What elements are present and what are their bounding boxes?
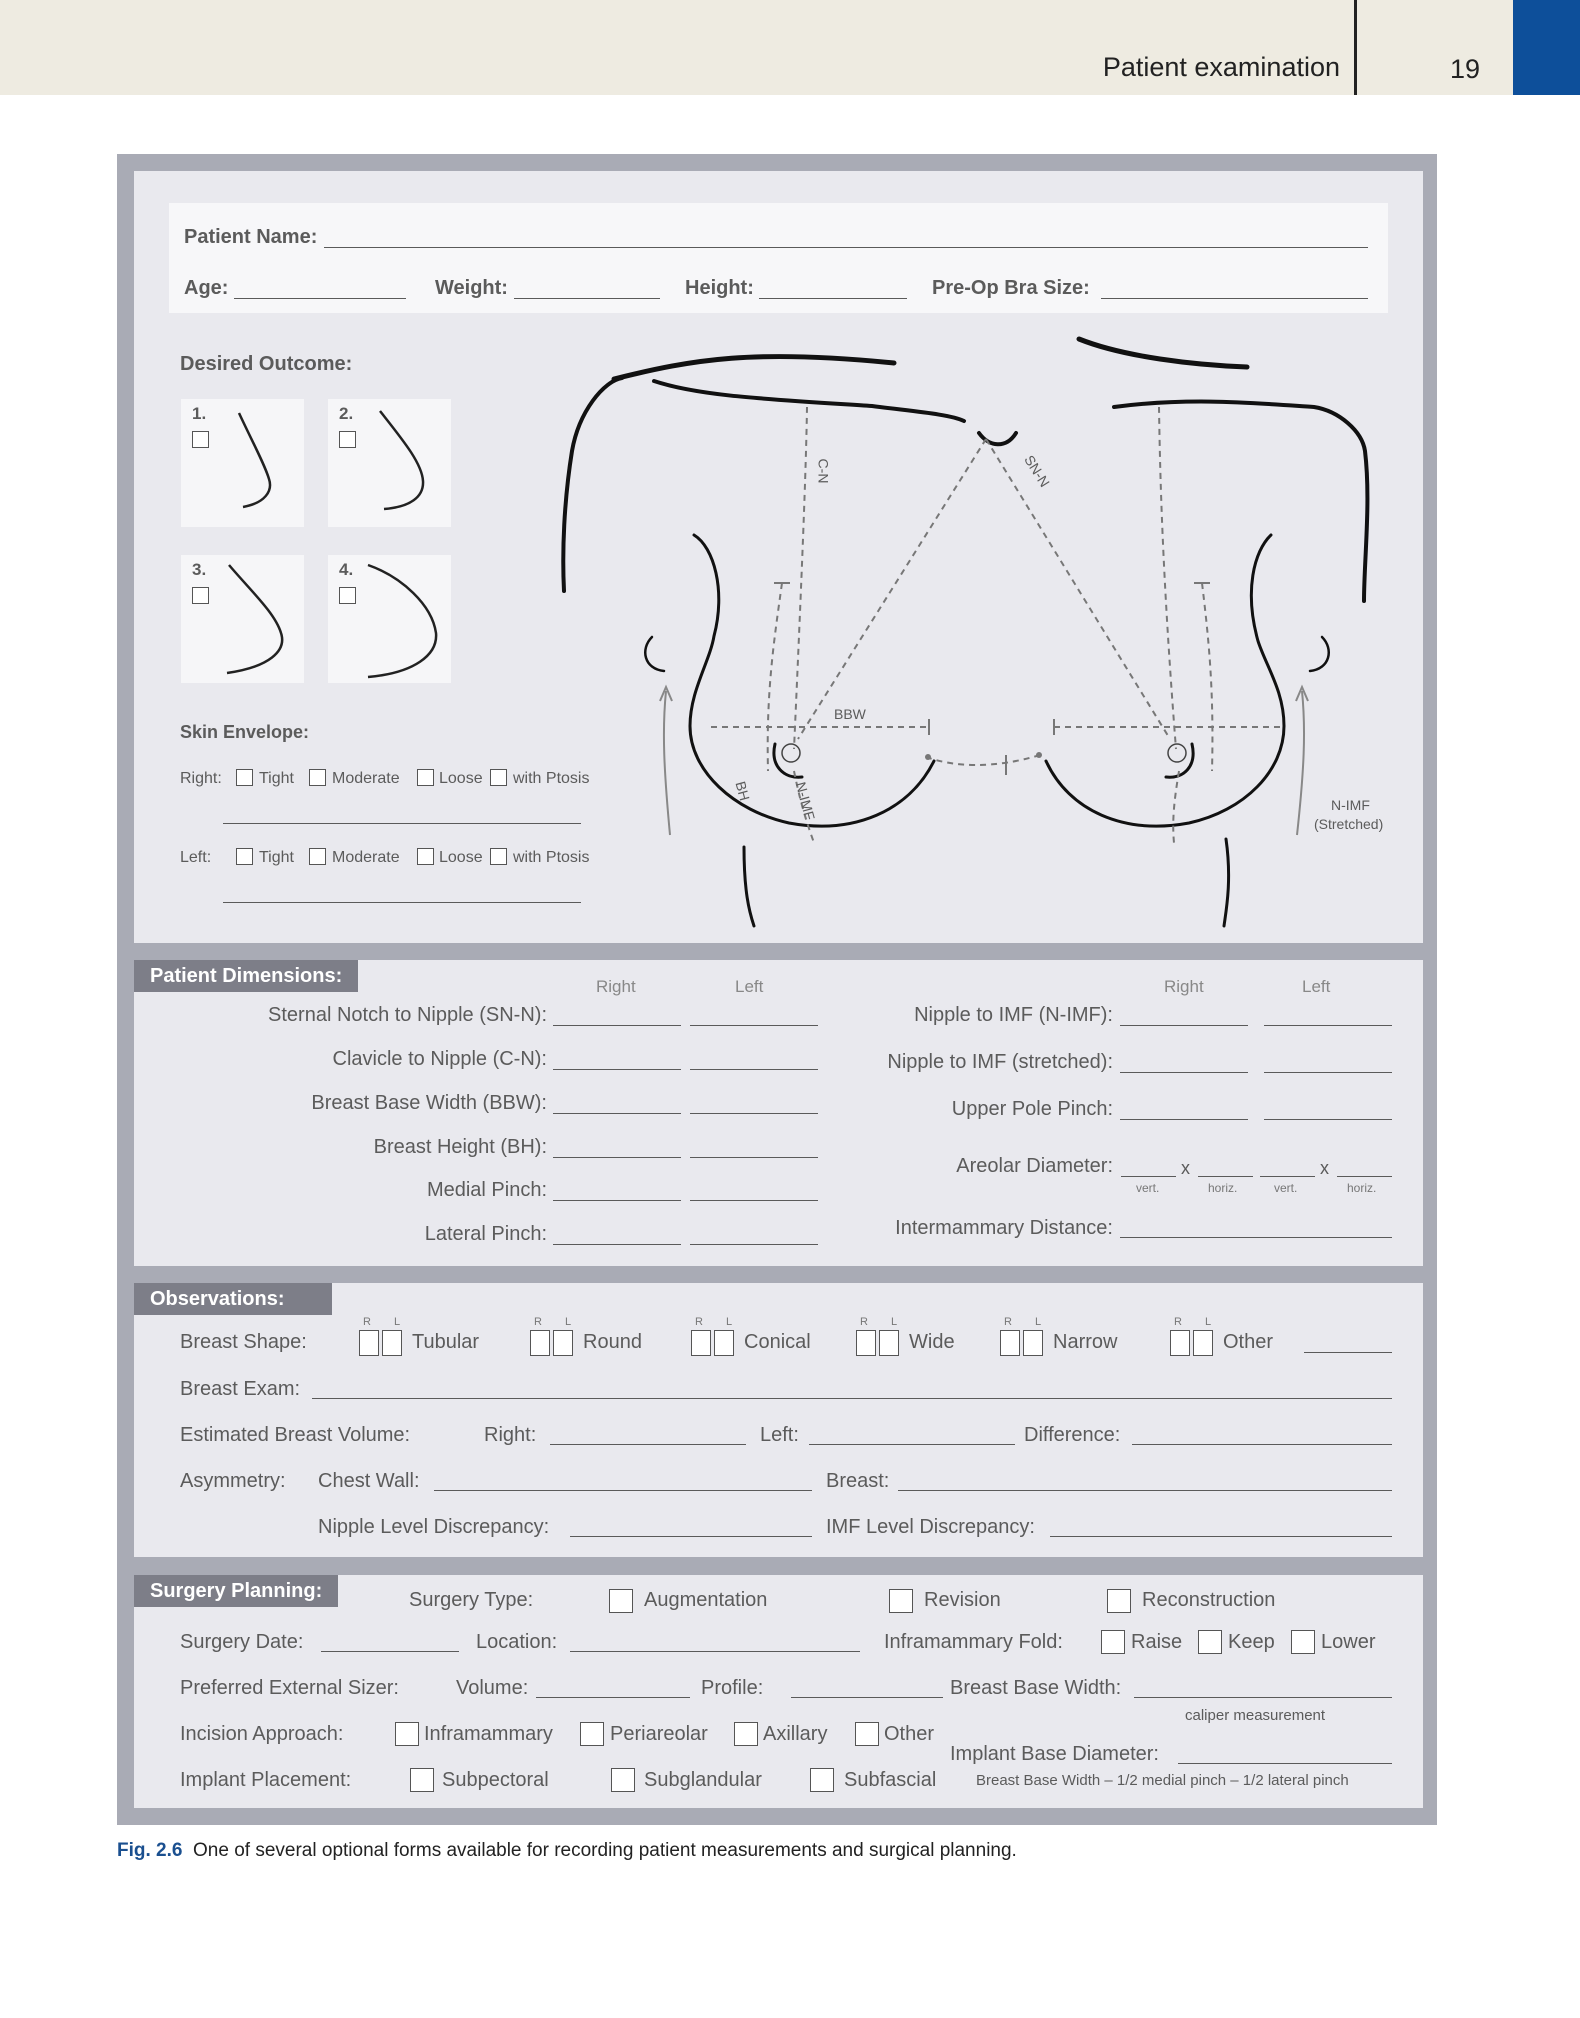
horiz-caption: horiz. <box>1347 1181 1377 1195</box>
observations-title: Observations: <box>134 1283 332 1315</box>
shape-option-label: Round <box>583 1331 642 1353</box>
skin-right-label: Right: <box>180 770 222 787</box>
shape-option-label: Wide <box>909 1331 955 1353</box>
shape-option-label: Conical <box>744 1331 811 1353</box>
incision-periareolar-checkbox[interactable] <box>580 1722 604 1746</box>
horiz-caption: horiz. <box>1208 1181 1238 1195</box>
difference-field[interactable] <box>1132 1444 1392 1445</box>
col-right-header: Right <box>596 977 636 996</box>
outcome-number: 2. <box>339 404 354 423</box>
difference-label: Difference: <box>1024 1424 1121 1446</box>
rl-caption: R L <box>1004 1316 1052 1328</box>
shape-option-label: Other <box>1223 1331 1274 1353</box>
incision-other-checkbox[interactable] <box>855 1722 879 1746</box>
shape-left-checkbox[interactable] <box>714 1330 734 1356</box>
outcome-number: 1. <box>192 404 207 423</box>
asym-breast-label: Breast: <box>826 1470 890 1492</box>
col-right-header: Right <box>1164 977 1204 996</box>
sizer-volume-field[interactable] <box>536 1697 690 1698</box>
skin-option-label: Moderate <box>332 849 400 866</box>
times-sign: x <box>1181 1158 1190 1178</box>
rl-caption: R L <box>363 1316 411 1328</box>
figure-caption-text: One of several optional forms available for recording patient measurements and surgical planning. <box>193 1840 1017 1861</box>
figure-caption <box>117 1840 1017 1862</box>
breast-exam-label: Breast Exam: <box>180 1378 301 1400</box>
surgery-date-field[interactable] <box>321 1651 459 1652</box>
dimension-right-field[interactable] <box>1120 1119 1248 1120</box>
volume-left-label: Left: <box>760 1424 799 1446</box>
volume-label: Estimated Breast Volume: <box>180 1424 411 1446</box>
nimf-stretched-label: N-IMF <box>1331 797 1370 813</box>
augmentation-label: Augmentation <box>644 1589 768 1611</box>
age-label: Age: <box>184 277 229 299</box>
incision-option-label: Other <box>884 1723 935 1745</box>
shape-option-label: Narrow <box>1053 1331 1118 1353</box>
cn-label: C-N <box>815 458 832 484</box>
incision-option-label: Periareolar <box>610 1723 708 1745</box>
incision-option-label: Inframammary <box>424 1723 553 1745</box>
skin-option-label: Loose <box>439 849 483 866</box>
dimension-right-field[interactable] <box>553 1025 681 1026</box>
sizer-profile-label: Profile: <box>701 1677 764 1699</box>
reconstruction-checkbox[interactable] <box>1107 1589 1131 1613</box>
skin-option-label: with Ptosis <box>513 770 590 787</box>
breast-base-width-field[interactable] <box>1134 1697 1392 1698</box>
caliper-caption: caliper measurement <box>1185 1707 1326 1724</box>
rl-caption: R L <box>534 1316 582 1328</box>
shape-left-checkbox[interactable] <box>553 1330 573 1356</box>
dimension-label: Sternal Notch to Nipple (SN-N): <box>268 1004 547 1026</box>
imf-discrepancy-field[interactable] <box>1050 1536 1392 1537</box>
vert-caption: vert. <box>1136 1181 1160 1195</box>
surgery-planning-title: Surgery Planning: <box>134 1575 338 1607</box>
areolar-diameter-label: Areolar Diameter: <box>956 1155 1113 1177</box>
placement-option-label: Subglandular <box>644 1769 762 1791</box>
shape-option-label: Tubular <box>412 1331 480 1353</box>
asymmetry-label: Asymmetry: <box>180 1470 286 1492</box>
weight-label: Weight: <box>435 277 508 299</box>
running-title: Patient examination <box>1102 52 1340 82</box>
inframammary-fold-label: Inframammary Fold: <box>884 1631 1063 1653</box>
skin-option-label: Tight <box>259 849 294 866</box>
dimension-label: Breast Base Width (BBW): <box>311 1092 547 1114</box>
areolar-right-vert-field[interactable] <box>1121 1176 1176 1177</box>
dimension-left-field[interactable] <box>1264 1072 1392 1073</box>
shape-right-checkbox[interactable] <box>691 1330 711 1356</box>
height-label: Height: <box>685 277 754 299</box>
nipple-discrepancy-label: Nipple Level Discrepancy: <box>318 1516 550 1538</box>
figure-number: Fig. 2.6 <box>117 1840 183 1861</box>
dimension-right-field[interactable] <box>553 1113 681 1114</box>
implant-base-diameter-field[interactable] <box>1178 1763 1392 1764</box>
shape-left-checkbox[interactable] <box>382 1330 402 1356</box>
dimension-left-field[interactable] <box>690 1157 818 1158</box>
dimension-left-field[interactable] <box>690 1200 818 1201</box>
dimension-left-field[interactable] <box>1264 1025 1392 1026</box>
intermammary-field[interactable] <box>1120 1237 1392 1238</box>
dimension-right-field[interactable] <box>1120 1025 1248 1026</box>
surgery-type-label: Surgery Type: <box>409 1589 534 1611</box>
fold-keep-label: Keep <box>1228 1631 1275 1653</box>
snn-label: SN-N <box>1021 452 1053 490</box>
skin-option-label: Moderate <box>332 770 400 787</box>
areolar-left-horiz-field[interactable] <box>1337 1176 1392 1177</box>
shape-left-checkbox[interactable] <box>879 1330 899 1356</box>
running-header-bar <box>0 0 1580 95</box>
breast-shape-label: Breast Shape: <box>180 1331 307 1353</box>
header-divider <box>1354 0 1357 95</box>
dimension-label: Clavicle to Nipple (C-N): <box>332 1048 547 1070</box>
revision-checkbox[interactable] <box>889 1589 913 1613</box>
form-top-section <box>134 171 1423 943</box>
incision-axillary-checkbox[interactable] <box>734 1722 758 1746</box>
fold-lower-checkbox[interactable] <box>1291 1630 1315 1654</box>
times-sign: x <box>1320 1158 1329 1178</box>
dimension-left-field[interactable] <box>690 1025 818 1026</box>
patient-name-label: Patient Name: <box>184 226 318 248</box>
dimension-left-field[interactable] <box>690 1244 818 1245</box>
volume-right-field[interactable] <box>550 1444 746 1445</box>
surgery-date-label: Surgery Date: <box>180 1631 304 1653</box>
shape-other-field[interactable] <box>1304 1352 1392 1353</box>
bra-size-label: Pre-Op Bra Size: <box>932 277 1090 299</box>
fold-raise-checkbox[interactable] <box>1101 1630 1125 1654</box>
dimension-label: Upper Pole Pinch: <box>951 1098 1113 1120</box>
fold-lower-label: Lower <box>1321 1631 1376 1653</box>
base-width-formula: Breast Base Width – 1/2 medial pinch – 1/2 lateral pinch <box>976 1772 1349 1789</box>
chapter-tab <box>1513 0 1580 95</box>
page-number: 19 <box>1450 54 1481 84</box>
dimension-right-field[interactable] <box>553 1200 681 1201</box>
shape-right-checkbox[interactable] <box>530 1330 550 1356</box>
breast-base-width-label: Breast Base Width: <box>950 1677 1122 1699</box>
chest-wall-label: Chest Wall: <box>318 1470 420 1492</box>
bbw-label: BBW <box>834 706 866 722</box>
dimension-right-field[interactable] <box>1120 1072 1248 1073</box>
location-field[interactable] <box>570 1651 860 1652</box>
stretched-label: (Stretched) <box>1314 816 1384 832</box>
nipple-discrepancy-field[interactable] <box>570 1536 812 1537</box>
placement-subpectoral-checkbox[interactable] <box>410 1768 434 1792</box>
rl-caption: R L <box>860 1316 908 1328</box>
patient-dimensions-title: Patient Dimensions: <box>134 960 358 992</box>
skin-left-label: Left: <box>180 849 212 866</box>
areolar-left-vert-field[interactable] <box>1260 1176 1315 1177</box>
location-label: Location: <box>476 1631 558 1653</box>
dimension-label: Nipple to IMF (N-IMF): <box>914 1004 1113 1026</box>
outcome-number: 4. <box>339 560 354 579</box>
col-left-header: Left <box>1302 977 1331 996</box>
observations-section <box>134 1283 1423 1557</box>
shape-right-checkbox[interactable] <box>1170 1330 1190 1356</box>
dimension-left-field[interactable] <box>1264 1119 1392 1120</box>
reconstruction-label: Reconstruction <box>1142 1589 1276 1611</box>
placement-option-label: Subfascial <box>844 1769 937 1791</box>
asym-breast-field[interactable] <box>898 1490 1392 1491</box>
placement-subfascial-checkbox[interactable] <box>810 1768 834 1792</box>
desired-outcome-title: Desired Outcome: <box>180 353 353 375</box>
dimension-label: Lateral Pinch: <box>424 1223 547 1245</box>
dimension-label: Breast Height (BH): <box>373 1136 547 1158</box>
implant-base-diameter-label: Implant Base Diameter: <box>950 1743 1159 1765</box>
torso-measurement-diagram <box>134 171 1423 943</box>
dimension-left-field[interactable] <box>690 1069 818 1070</box>
volume-right-label: Right: <box>484 1424 537 1446</box>
skin-option-label: Loose <box>439 770 483 787</box>
breast-exam-field[interactable] <box>312 1398 1392 1399</box>
nimf-label: N-IMF <box>792 780 819 822</box>
dimension-left-field[interactable] <box>690 1113 818 1114</box>
incision-approach-label: Incision Approach: <box>180 1723 344 1745</box>
placement-option-label: Subpectoral <box>442 1769 549 1791</box>
fold-keep-checkbox[interactable] <box>1198 1630 1222 1654</box>
placement-subglandular-checkbox[interactable] <box>611 1768 635 1792</box>
dimension-right-field[interactable] <box>553 1069 681 1070</box>
shape-left-checkbox[interactable] <box>1023 1330 1043 1356</box>
dimension-label: Nipple to IMF (stretched): <box>887 1051 1113 1073</box>
shape-right-checkbox[interactable] <box>1000 1330 1020 1356</box>
volume-left-field[interactable] <box>809 1444 1015 1445</box>
skin-envelope-title: Skin Envelope: <box>180 722 310 742</box>
augmentation-checkbox[interactable] <box>609 1589 633 1613</box>
shape-left-checkbox[interactable] <box>1193 1330 1213 1356</box>
intermammary-label: Intermammary Distance: <box>895 1217 1113 1239</box>
sizer-volume-label: Volume: <box>456 1677 529 1699</box>
shape-right-checkbox[interactable] <box>359 1330 379 1356</box>
bh-label: BH <box>732 779 753 803</box>
dimension-label: Medial Pinch: <box>426 1179 547 1201</box>
vert-caption: vert. <box>1274 1181 1298 1195</box>
fold-raise-label: Raise <box>1131 1631 1183 1653</box>
skin-option-label: Tight <box>259 770 294 787</box>
rl-caption: R L <box>695 1316 743 1328</box>
shape-right-checkbox[interactable] <box>856 1330 876 1356</box>
chest-wall-field[interactable] <box>434 1490 812 1491</box>
incision-option-label: Axillary <box>763 1723 828 1745</box>
external-sizer-label: Preferred External Sizer: <box>180 1677 399 1699</box>
outcome-number: 3. <box>192 560 207 579</box>
dimension-right-field[interactable] <box>553 1244 681 1245</box>
dimension-right-field[interactable] <box>553 1157 681 1158</box>
areolar-right-horiz-field[interactable] <box>1198 1176 1253 1177</box>
skin-option-label: with Ptosis <box>513 849 590 866</box>
form-frame <box>117 154 1437 1825</box>
incision-inframammary-checkbox[interactable] <box>395 1722 419 1746</box>
revision-label: Revision <box>924 1589 1001 1611</box>
surgery-planning-section <box>134 1575 1423 1808</box>
patient-dimensions-section <box>134 960 1423 1266</box>
col-left-header: Left <box>735 977 764 996</box>
imf-discrepancy-label: IMF Level Discrepancy: <box>826 1516 1035 1538</box>
sizer-profile-field[interactable] <box>791 1697 943 1698</box>
rl-caption: R L <box>1174 1316 1222 1328</box>
implant-placement-label: Implant Placement: <box>180 1769 352 1791</box>
